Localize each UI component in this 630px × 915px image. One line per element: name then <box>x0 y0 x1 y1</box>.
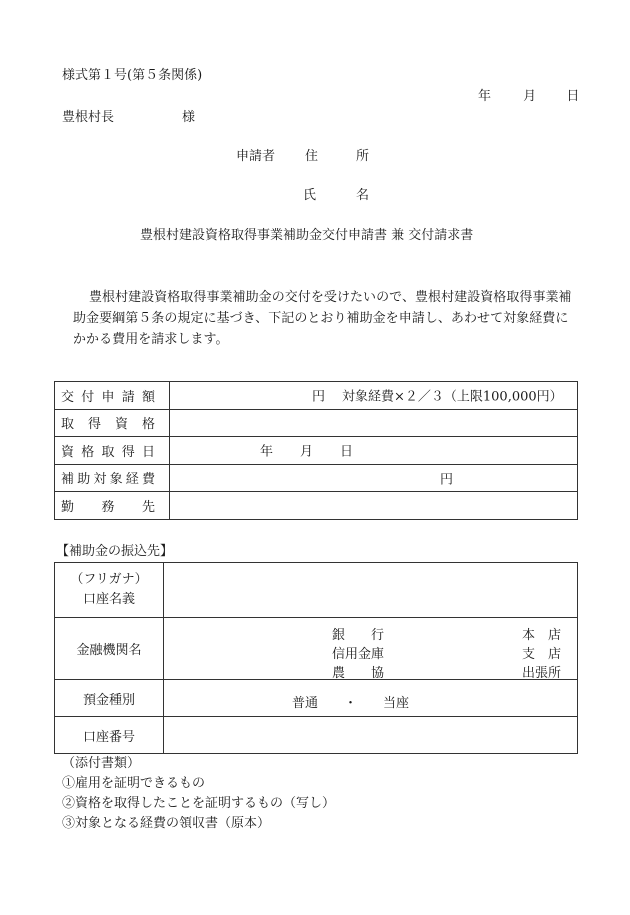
label-char: 額 <box>141 389 155 405</box>
label-char: 対 <box>93 472 107 488</box>
table-row <box>55 618 578 680</box>
employer-field[interactable] <box>170 492 578 520</box>
form-number: 様式第１号(第５条関係) <box>62 68 203 83</box>
account-number-label: 口座番号 <box>82 729 135 745</box>
label-char: 得 <box>87 417 101 433</box>
branch-type-main: 本 店 <box>522 628 562 643</box>
label-char: 勤 <box>61 499 75 515</box>
transfer-table <box>54 562 578 754</box>
label-eligible-cost <box>61 468 155 487</box>
addressee <box>62 111 195 124</box>
transfer-heading: 【補助金の振込先】 <box>56 544 174 559</box>
label-char: 取 <box>61 417 75 433</box>
label-char: 資 <box>114 417 128 433</box>
eligible-cost-field[interactable] <box>170 464 578 492</box>
label-char: 交 <box>61 389 75 405</box>
deposit-type-field[interactable] <box>164 680 578 717</box>
attachment-item-1: ①雇用を証明できるもの <box>62 776 206 791</box>
row-label <box>55 464 170 492</box>
label-char: 先 <box>141 499 155 515</box>
row-label <box>55 492 170 520</box>
bank-type-agri-coop: 農 協 <box>332 666 385 681</box>
table-row <box>55 492 578 520</box>
yen-unit: 円 <box>440 472 454 488</box>
table-row <box>55 717 578 754</box>
label-char: 助 <box>77 472 91 488</box>
row-label <box>55 437 170 465</box>
institution-label: 金融機関名 <box>76 643 142 658</box>
label-char: 格 <box>141 417 155 433</box>
account-number-label-cell <box>55 717 164 754</box>
label-char: 資 <box>61 444 75 460</box>
furigana-label: （フリガナ） <box>70 572 148 587</box>
date-year: 年 <box>478 89 492 104</box>
grant-note: 対象経費×２／３（上限100,000円） <box>342 389 563 405</box>
label-employer <box>61 496 155 515</box>
date-day: 日 <box>566 89 580 104</box>
account-number-field[interactable] <box>164 717 578 754</box>
attachment-item-3: ③対象となる経費の領収書（原本） <box>62 816 271 831</box>
account-name-field[interactable] <box>164 563 578 618</box>
label-char: 費 <box>141 472 155 488</box>
label-char: 日 <box>141 444 155 460</box>
label-char: 申 <box>101 389 115 405</box>
body-paragraph: 豊根村建設資格取得事業補助金の交付を受けたいので、豊根村建設資格取得事業補助金要綱第５条の規定に基づき、下記のとおり補助金を申請し、あわせて対象経費にかかる費用を請求します。 <box>73 290 572 347</box>
institution-label-cell <box>55 618 164 680</box>
qual-day: 日 <box>340 444 354 460</box>
table-row <box>55 409 578 437</box>
branch-type-branch: 支 店 <box>522 647 562 662</box>
deposit-options: 普通 ・ 当座 <box>292 696 410 711</box>
qual-month: 月 <box>300 444 314 460</box>
applicant-label: 申請者 <box>236 149 276 164</box>
document-title: 豊根村建設資格取得事業補助金交付申請書 兼 交付請求書 <box>140 228 474 243</box>
bank-type-bank: 銀 行 <box>332 628 385 643</box>
table-row <box>55 464 578 492</box>
qual-year: 年 <box>260 444 274 460</box>
yen-unit: 円 <box>312 389 326 405</box>
table-row <box>55 563 578 618</box>
account-name-label-cell <box>55 563 164 618</box>
label-char: 取 <box>101 444 115 460</box>
row-label <box>55 409 170 437</box>
label-qualification <box>61 413 155 432</box>
deposit-type-label: 預金種別 <box>82 692 135 708</box>
label-char: 経 <box>125 472 139 488</box>
institution-field[interactable] <box>164 618 578 680</box>
label-qualification-date <box>61 441 155 460</box>
addressee-suffix: 様 <box>182 110 196 125</box>
qualification-field[interactable] <box>170 409 578 437</box>
date-month: 月 <box>523 89 537 104</box>
label-char: 務 <box>101 499 115 515</box>
label-char: 象 <box>109 472 123 488</box>
label-char: 格 <box>81 444 95 460</box>
bank-type-credit-union: 信用金庫 <box>332 647 385 662</box>
branch-type-sub: 出張所 <box>522 666 562 681</box>
table-row <box>55 382 578 410</box>
label-char: 請 <box>121 389 135 405</box>
name-label: 氏名 <box>303 188 410 203</box>
deposit-type-label-cell <box>55 680 164 717</box>
table-row <box>55 437 578 465</box>
address-label: 住所 <box>305 149 408 164</box>
account-name-label: 口座名義 <box>82 592 135 607</box>
qualification-date-field[interactable] <box>170 437 578 465</box>
attachments-heading: （添付書類） <box>62 756 141 771</box>
applicant-address-line <box>236 150 407 163</box>
addressee-name: 豊根村長 <box>62 110 115 125</box>
application-table <box>54 381 578 520</box>
row-label <box>55 382 170 410</box>
grant-amount-field[interactable] <box>170 382 578 410</box>
label-char: 得 <box>121 444 135 460</box>
label-grant-amount <box>61 386 155 405</box>
attachment-item-2: ②資格を取得したことを証明するもの（写し） <box>62 796 336 811</box>
date-line <box>478 90 579 103</box>
label-char: 補 <box>61 472 75 488</box>
label-char: 付 <box>81 389 95 405</box>
table-row <box>55 680 578 717</box>
